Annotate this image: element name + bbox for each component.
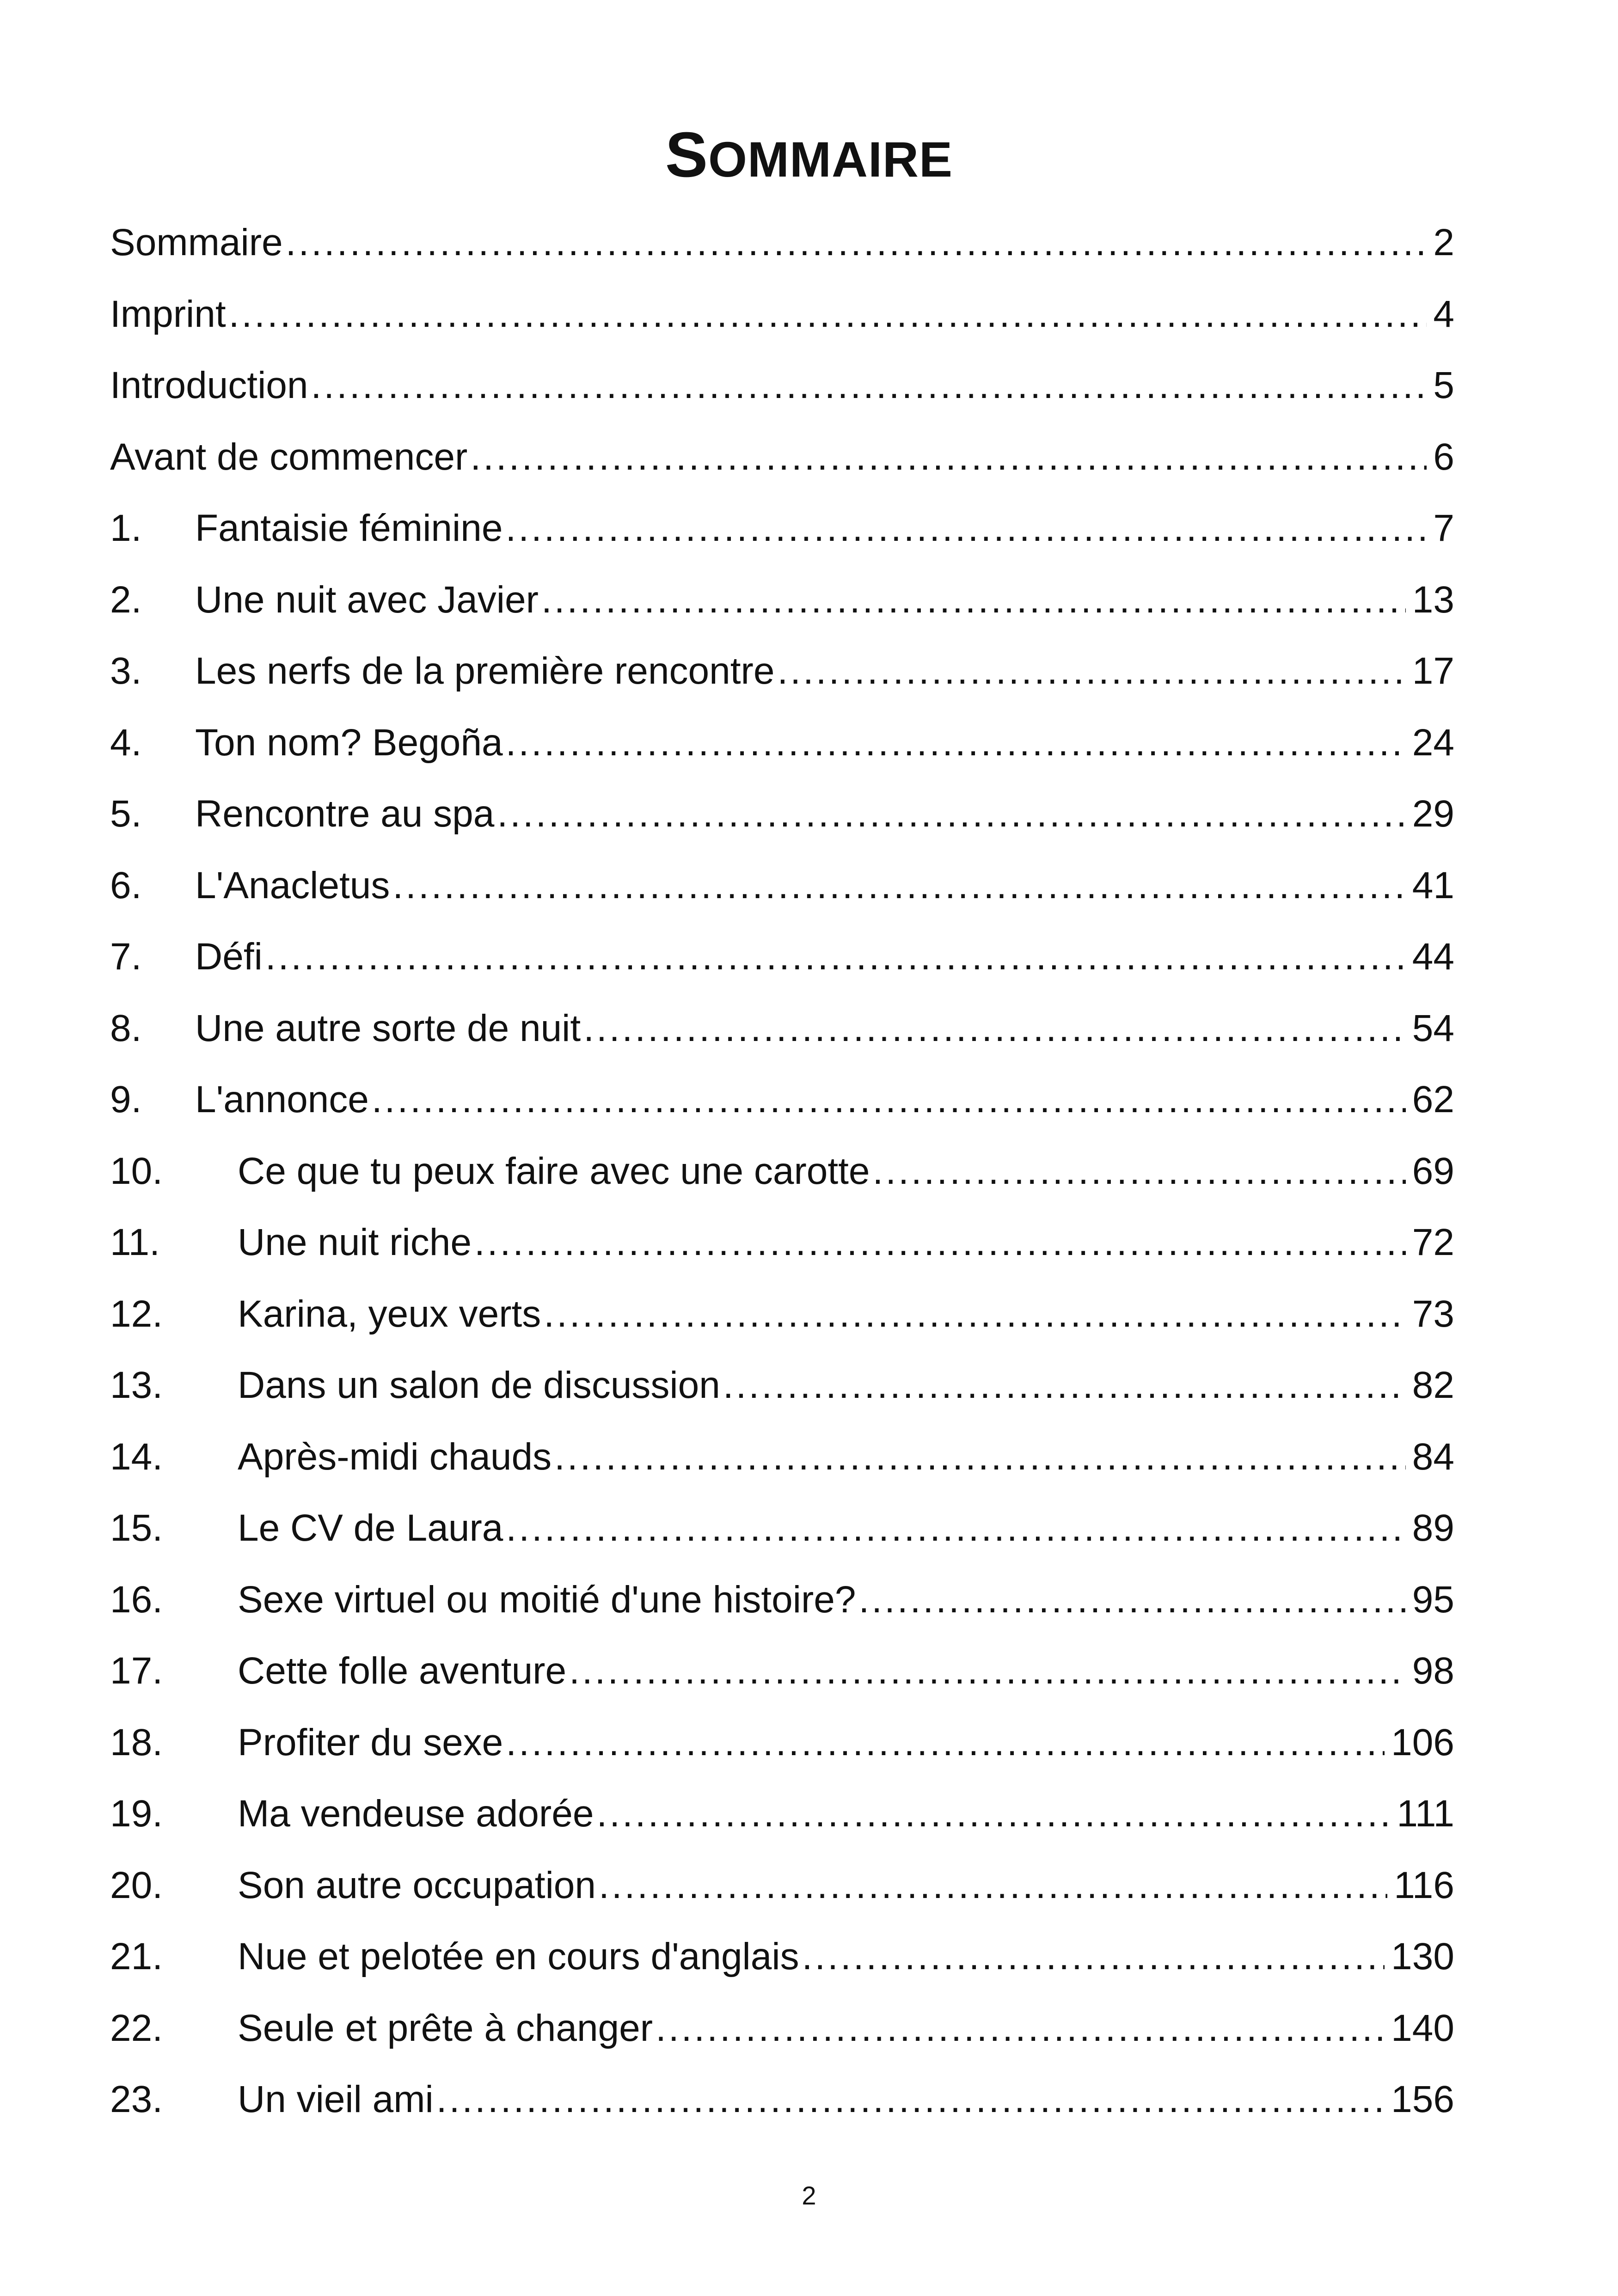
toc-entry-title: Ma vendeuse adorée (238, 1793, 594, 1835)
toc-entry-page: 24 (1412, 721, 1454, 764)
toc-entry-title: Imprint (110, 293, 226, 335)
toc-entry-title: Cette folle aventure (238, 1650, 567, 1692)
toc-entry-page: 82 (1412, 1364, 1454, 1406)
toc-entry-page: 6 (1433, 435, 1454, 478)
toc-entry-number: 3. (110, 650, 142, 692)
toc-entry-number: 1. (110, 507, 142, 549)
toc-entry-page: 5 (1433, 364, 1454, 406)
toc-entry-title: Nue et pelotée en cours d'anglais (238, 1935, 799, 1978)
toc-entry-page: 41 (1412, 864, 1454, 906)
toc-entry-page: 73 (1412, 1292, 1454, 1335)
dot-leader (541, 570, 1406, 630)
dot-leader (506, 1498, 1405, 1558)
dot-leader (544, 1284, 1406, 1344)
toc-entry[interactable] (110, 1498, 1454, 1570)
dot-leader (497, 784, 1405, 844)
dot-leader (311, 355, 1427, 416)
toc-entry-page: 7 (1433, 507, 1454, 549)
dot-leader (723, 1355, 1406, 1415)
dot-leader (392, 856, 1405, 916)
dot-leader (470, 427, 1427, 487)
toc-entry-title: Une nuit avec Javier (195, 578, 539, 621)
page-title (0, 118, 1618, 196)
toc-entry[interactable] (110, 713, 1454, 784)
dot-leader (873, 1141, 1406, 1201)
toc-entry[interactable] (110, 1570, 1454, 1641)
toc-entry-page: 54 (1412, 1007, 1454, 1049)
toc-entry[interactable] (110, 355, 1454, 427)
toc-entry[interactable] (110, 1855, 1454, 1927)
toc-entry-page: 116 (1394, 1864, 1454, 1906)
dot-leader (505, 498, 1427, 558)
toc-entry-page: 84 (1412, 1435, 1454, 1478)
dot-leader (569, 1641, 1406, 1701)
toc-entry-title: Rencontre au spa (195, 793, 495, 835)
toc-entry[interactable] (110, 927, 1454, 998)
toc-entry[interactable] (110, 1284, 1454, 1356)
toc-entry-number: 21. (110, 1935, 163, 1978)
toc-entry-page: 69 (1412, 1150, 1454, 1192)
dot-leader (596, 1784, 1390, 1844)
toc-entry[interactable] (110, 213, 1454, 284)
toc-entry-page: 4 (1433, 293, 1454, 335)
toc-entry[interactable] (110, 1427, 1454, 1499)
toc-entry-title: Le CV de Laura (238, 1507, 503, 1549)
toc-entry-number: 8. (110, 1007, 142, 1049)
toc-entry-title: Après-midi chauds (238, 1435, 552, 1478)
dot-leader (506, 1713, 1385, 1773)
toc-entry[interactable] (110, 998, 1454, 1070)
toc-entry-number: 18. (110, 1721, 163, 1763)
toc-entry-title: Sexe virtuel ou moitié d'une histoire? (238, 1578, 856, 1621)
toc-entry-title: Défi (195, 936, 263, 978)
toc-entry-number: 11. (110, 1221, 160, 1263)
toc-entry[interactable] (110, 1713, 1454, 1784)
toc-entry[interactable] (110, 641, 1454, 713)
toc-entry-title: Seule et prête à changer (238, 2007, 653, 2049)
toc-entry-title: L'Anacletus (195, 864, 390, 906)
toc-entry-number: 9. (110, 1078, 142, 1120)
toc-entry-title: Son autre occupation (238, 1864, 596, 1906)
toc-entry-number: 13. (110, 1364, 163, 1406)
toc-entry-number: 2. (110, 578, 142, 621)
toc-entry[interactable] (110, 1355, 1454, 1427)
toc-entry-title: L'annonce (195, 1078, 369, 1120)
dot-leader (599, 1855, 1387, 1916)
page-number: 2 (802, 2181, 816, 2210)
dot-leader (229, 284, 1427, 344)
toc-entry-number: 23. (110, 2078, 163, 2120)
dot-leader (802, 1927, 1385, 1987)
toc-entry[interactable] (110, 427, 1454, 499)
toc-entry-page: 17 (1412, 650, 1454, 692)
toc-entry-title: Profiter du sexe (238, 1721, 503, 1763)
toc-entry[interactable] (110, 1784, 1454, 1855)
toc-entry-number: 14. (110, 1435, 163, 1478)
toc-entry[interactable] (110, 856, 1454, 927)
toc-entry[interactable] (110, 1641, 1454, 1713)
toc-entry-title: Fantaisie féminine (195, 507, 503, 549)
title-initial: S (665, 119, 709, 190)
toc-entry-title: Les nerfs de la première rencontre (195, 650, 775, 692)
toc-entry-number: 12. (110, 1292, 163, 1335)
dot-leader (656, 1998, 1385, 2058)
dot-leader (474, 1212, 1406, 1273)
toc-entry[interactable] (110, 570, 1454, 642)
toc-entry-title: Sommaire (110, 221, 283, 263)
toc-entry-title: Une autre sorte de nuit (195, 1007, 581, 1049)
title-rest: OMMAIRE (708, 131, 953, 187)
dot-leader (859, 1570, 1406, 1630)
toc-entry-page: 13 (1412, 578, 1454, 621)
toc-entry[interactable] (110, 784, 1454, 856)
toc-entry-page: 62 (1412, 1078, 1454, 1120)
toc-entry-page: 130 (1391, 1935, 1454, 1978)
toc-entry-number: 4. (110, 721, 142, 764)
toc-entry[interactable] (110, 498, 1454, 570)
toc-entry-page: 106 (1391, 1721, 1454, 1763)
dot-leader (265, 927, 1406, 987)
toc-entry-page: 156 (1391, 2078, 1454, 2120)
toc-entry-number: 17. (110, 1650, 163, 1692)
toc-entry-number: 10. (110, 1150, 163, 1192)
table-of-contents (110, 213, 1454, 2141)
dot-leader (583, 998, 1406, 1059)
toc-entry-page: 98 (1412, 1650, 1454, 1692)
dot-leader (777, 641, 1405, 701)
toc-entry-page: 89 (1412, 1507, 1454, 1549)
toc-entry[interactable] (110, 1998, 1454, 2070)
toc-entry[interactable] (110, 2069, 1454, 2141)
toc-entry-title: Dans un salon de discussion (238, 1364, 720, 1406)
toc-entry[interactable] (110, 1070, 1454, 1141)
dot-leader (506, 713, 1406, 773)
toc-entry-number: 5. (110, 793, 142, 835)
toc-entry-page: 44 (1412, 936, 1454, 978)
toc-entry-number: 16. (110, 1578, 163, 1621)
toc-entry-number: 22. (110, 2007, 163, 2049)
toc-entry-title: Avant de commencer (110, 435, 468, 478)
toc-entry-title: Ce que tu peux faire avec une carotte (238, 1150, 870, 1192)
toc-entry-page: 140 (1391, 2007, 1454, 2049)
toc-entry[interactable] (110, 1927, 1454, 1998)
toc-entry-page: 29 (1412, 793, 1454, 835)
dot-leader (436, 2069, 1385, 2130)
toc-entry-title: Ton nom? Begoña (195, 721, 503, 764)
toc-entry-page: 72 (1412, 1221, 1454, 1263)
toc-entry-number: 15. (110, 1507, 163, 1549)
toc-entry-title: Karina, yeux verts (238, 1292, 541, 1335)
toc-entry-page: 95 (1412, 1578, 1454, 1621)
toc-entry-number: 20. (110, 1864, 163, 1906)
toc-entry-title: Introduction (110, 364, 308, 406)
toc-entry-number: 7. (110, 936, 142, 978)
dot-leader (554, 1427, 1406, 1487)
toc-entry[interactable] (110, 1212, 1454, 1284)
dot-leader (372, 1070, 1406, 1130)
toc-entry-title: Un vieil ami (238, 2078, 434, 2120)
toc-entry[interactable] (110, 284, 1454, 356)
toc-entry-title: Une nuit riche (238, 1221, 472, 1263)
dot-leader (286, 213, 1427, 273)
toc-entry-page: 2 (1433, 221, 1454, 263)
toc-entry-page: 111 (1397, 1793, 1454, 1835)
toc-entry[interactable] (110, 1141, 1454, 1213)
toc-entry-number: 19. (110, 1793, 163, 1835)
toc-entry-number: 6. (110, 864, 142, 906)
